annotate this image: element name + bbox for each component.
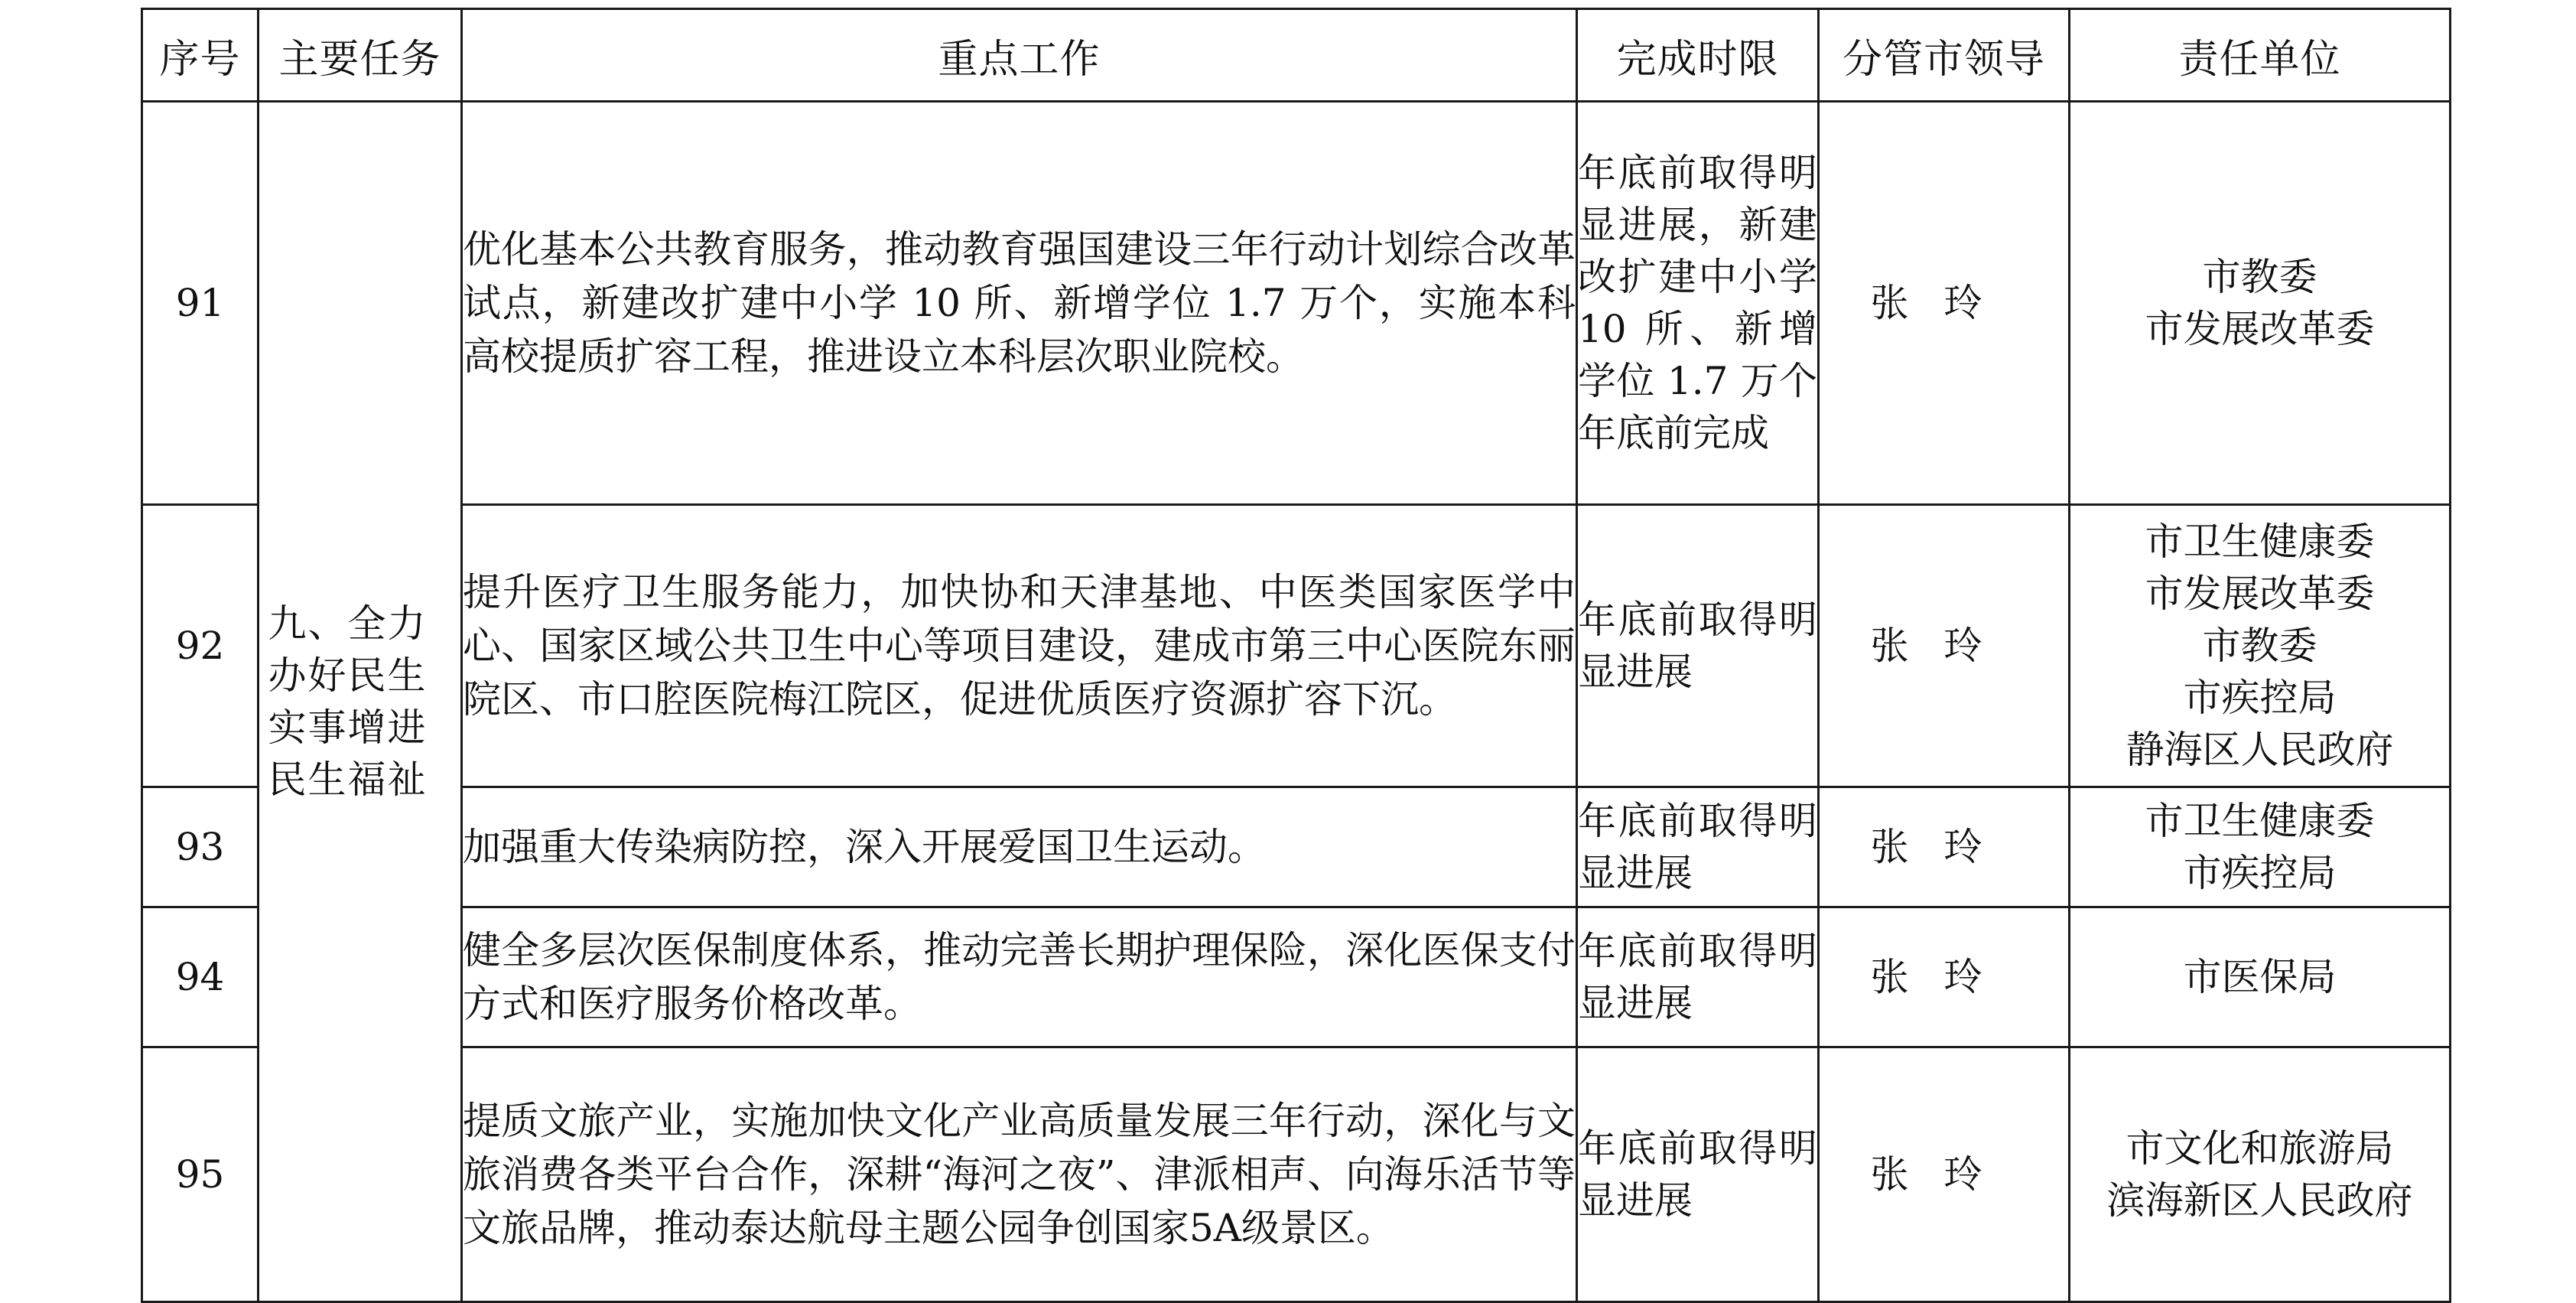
unit-line: 市文化和旅游局	[2126, 1126, 2394, 1171]
header-leader: 分管市领导	[1819, 9, 2070, 102]
unit-line: 滨海新区人民政府	[2106, 1178, 2413, 1223]
table-row	[142, 907, 2451, 1047]
row-leader: 张玲	[1819, 505, 2070, 787]
header-seq: 序号	[142, 9, 259, 102]
row-work: 提升医疗卫生服务能力，加快协和天津基地、中医类国家医学中心、国家区域公共卫生中心等项目建设，建成市第三中心医院东丽院区、市口腔医院梅江院区，促进优质医疗资源扩容下沉。	[462, 505, 1577, 787]
header-deadline: 完成时限	[1577, 9, 1819, 102]
row-work: 优化基本公共教育服务，推动教育强国建设三年行动计划综合改革试点，新建改扩建中小学 10 所、新增学位 1.7 万个，实施本科高校提质扩容工程，推进设立本科层次职业院校。	[462, 102, 1577, 505]
table-row	[142, 1047, 2451, 1302]
row-work: 提质文旅产业，实施加快文化产业高质量发展三年行动，深化与文旅消费各类平台合作，深耕“海河之夜”、津派相声、向海乐活节等文旅品牌，推动泰达航母主题公园争创国家5A级景区。	[462, 1047, 1577, 1302]
row-work: 加强重大传染病防控，深入开展爱国卫生运动。	[462, 787, 1577, 907]
row-leader: 张玲	[1819, 1047, 2070, 1302]
unit-line: 市疾控局	[2183, 676, 2337, 720]
unit-line: 市发展改革委	[2145, 572, 2375, 616]
task-table	[141, 8, 2451, 1303]
main-task-cell	[259, 102, 462, 1302]
row-work: 健全多层次医保制度体系，推动完善长期护理保险，深化医保支付方式和医疗服务价格改革。	[462, 907, 1577, 1047]
row-units	[2070, 907, 2451, 1047]
row-seq: 92	[142, 505, 259, 787]
row-units	[2070, 787, 2451, 907]
main-task-text: 九、全力办好民生实事增进民生福祉	[268, 601, 428, 802]
unit-line: 市发展改革委	[2145, 307, 2375, 351]
row-deadline: 年底前取得明显进展，新建改扩建中小学 10 所、新增学位 1.7 万个年底前完成	[1577, 102, 1819, 505]
unit-line: 市医保局	[2183, 955, 2337, 999]
unit-line: 市卫生健康委	[2145, 520, 2375, 564]
row-units	[2070, 102, 2451, 505]
unit-line: 市教委	[2202, 255, 2317, 299]
row-units	[2070, 1047, 2451, 1302]
unit-line: 市教委	[2202, 624, 2317, 668]
row-deadline: 年底前取得明显进展	[1577, 505, 1819, 787]
table-row	[142, 505, 2451, 787]
row-leader: 张玲	[1819, 907, 2070, 1047]
header-task: 主要任务	[259, 9, 462, 102]
unit-line: 市卫生健康委	[2145, 799, 2375, 843]
row-deadline: 年底前取得明显进展	[1577, 787, 1819, 907]
unit-line: 静海区人民政府	[2126, 728, 2394, 772]
row-leader: 张玲	[1819, 102, 2070, 505]
header-row	[142, 9, 2451, 102]
row-deadline: 年底前取得明显进展	[1577, 1047, 1819, 1302]
row-deadline: 年底前取得明显进展	[1577, 907, 1819, 1047]
row-seq: 94	[142, 907, 259, 1047]
table-row	[142, 102, 2451, 505]
header-work: 重点工作	[462, 9, 1577, 102]
row-leader: 张玲	[1819, 787, 2070, 907]
row-seq: 93	[142, 787, 259, 907]
unit-line: 市疾控局	[2183, 851, 2337, 895]
row-seq: 95	[142, 1047, 259, 1302]
row-units	[2070, 505, 2451, 787]
header-unit: 责任单位	[2070, 9, 2451, 102]
row-seq: 91	[142, 102, 259, 505]
table-row	[142, 787, 2451, 907]
